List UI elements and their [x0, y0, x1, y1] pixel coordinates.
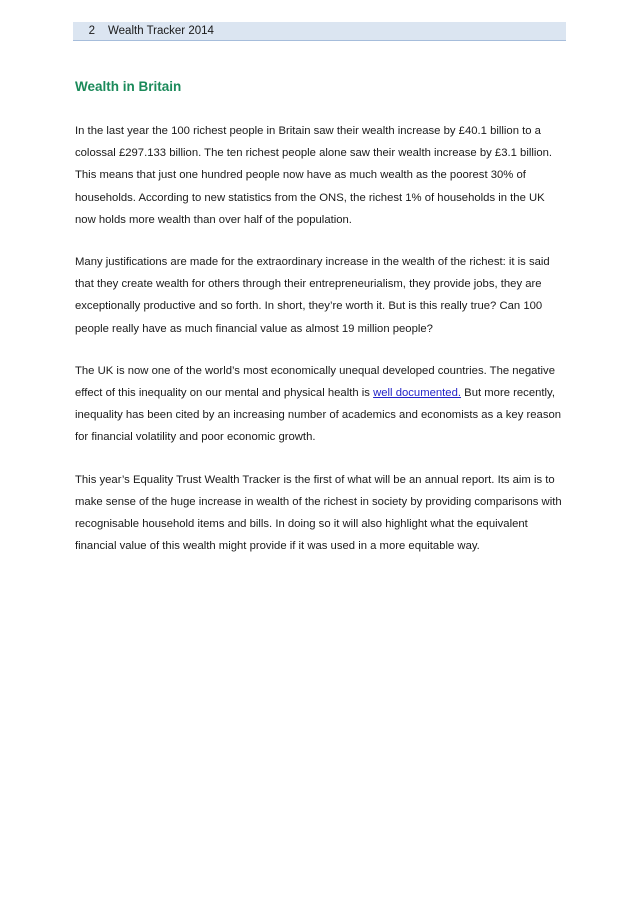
page-number: 2 [88, 25, 95, 37]
body-text [75, 120, 565, 577]
document-title: Wealth Tracker 2014 [108, 25, 214, 37]
page-header [73, 22, 566, 41]
paragraph-3 [75, 360, 565, 449]
well-documented-link[interactable]: well documented. [373, 387, 462, 400]
paragraph-2: Many justifications are made for the extraordinary increase in the wealth of the richest: it is said that they create wealth for others through their entrepreneurialism, they provide jobs, they are exceptionally productive and so forth. In short, they’re worth it. But is this really true? Can 100 people really have as much financial value as almost 19 million people? [75, 256, 550, 335]
paragraph-1: In the last year the 100 richest people in Britain saw their wealth increase by £40.1 billion to a colossal £297.133 billion. The ten richest people alone saw their wealth increase by £3.1 billion. This means that just one hundred people now have as much wealth as the poorest 30% of households. According to new statistics from the ONS, the richest 1% of households in the UK now holds more wealth than over half of the population. [75, 125, 553, 226]
paragraph-3-text-before: The UK is now one of the world’s most economically unequal developed countries. The negative effect of this inequality on our mental and physical health is [75, 364, 555, 400]
paragraph-3-text-after: But more recently, inequality has been cited by an increasing number of academics and economists as a key reason for financial volatility and poor economic growth. [75, 387, 562, 444]
paragraph-4: This year’s Equality Trust Wealth Tracker is the first of what will be an annual report. Its aim is to make sense of the huge increase in wealth of the richest in society by providing comparisons with recognisable household items and bills. In doing so it will also highlight what the equivalent financial value of this wealth might provide if it was used in a more equitable way. [75, 473, 562, 553]
section-title: Wealth in Britain [75, 79, 182, 94]
